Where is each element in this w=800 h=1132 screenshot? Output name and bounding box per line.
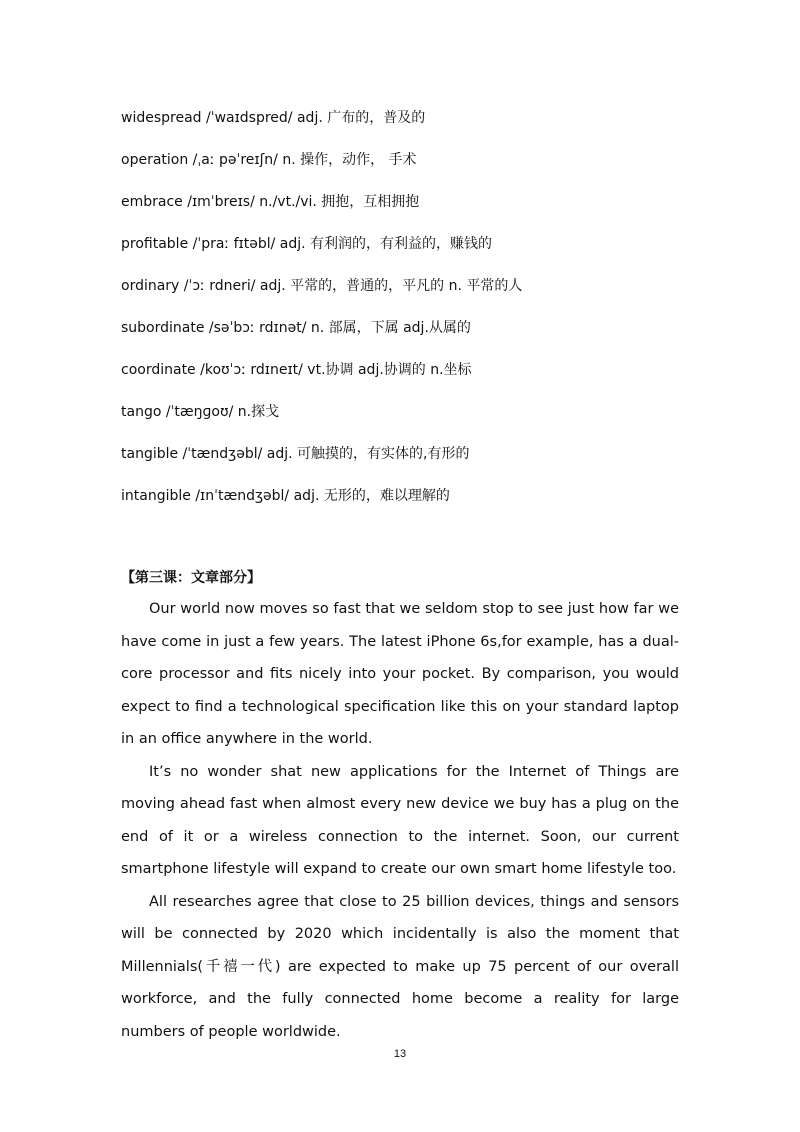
vocab-entry-widespread: widespread /ˈwaɪdspred/ adj. 广布的，普及的 — [121, 110, 426, 126]
vocab-entry-operation: operation /ˌaː pəˈreɪʃn/ n. 操作，动作， 手术 — [121, 152, 417, 168]
vocab-entry-ordinary: ordinary /ˈɔː rdneri/ adj. 平常的，普通的，平凡的 n. 平常的人 — [121, 278, 523, 294]
vocab-entry-subordinate: subordinate /səˈbɔː rdɪnət/ n. 部属，下属 adj.从属的 — [121, 320, 471, 336]
article-paragraph-3: All researches agree that close to 25 billion devices, things and sensors will be connected by 2020 which incidentally is also the moment that Millennials(千禧一代) are expected to make up 75 percent of our overall workforce, and the fully connected home become a reality for large numbers of people worldwide. — [121, 893, 679, 1040]
article-paragraph-2: It’s no wonder shat new applications for the Internet of Things are moving ahead fast when almost every new device we buy has a plug on the end of it or a wireless connection to the internet. Soon, our current smartphone lifestyle will expand to create our own smart home lifestyle too. — [121, 763, 679, 877]
vocab-entry-coordinate: coordinate /koʊˈɔː rdɪneɪt/ vt.协调 adj.协调的 n.坐标 — [121, 362, 472, 378]
section-heading: 【第三课：文章部分】 — [121, 570, 261, 586]
vocab-entry-tangible: tangible /ˈtændʒəbl/ adj. 可触摸的，有实体的,有形的 — [121, 446, 470, 462]
article-paragraph-1: Our world now moves so fast that we seldom stop to see just how far we have come in just a few years. The latest iPhone 6s,for example, has a dual-core processor and fits nicely into your pocket. By comparison, you would expect to find a technological specification like this on your standard laptop in an office anywhere in the world. — [121, 601, 679, 747]
vocab-entry-tango: tango /ˈtæŋɡoʊ/ n.探戈 — [121, 404, 280, 420]
page-number: 13 — [393, 1048, 407, 1060]
vocabulary-list — [121, 103, 721, 523]
vocab-entry-embrace: embrace /ɪmˈbreɪs/ n./vt./vi. 拥抱，互相拥抱 — [121, 194, 420, 210]
vocab-entry-profitable: profitable /ˈpraː fɪtəbl/ adj. 有利润的，有利益的，赚钱的 — [121, 236, 493, 252]
article-body — [121, 593, 679, 1048]
vocab-entry-intangible: intangible /ɪnˈtændʒəbl/ adj. 无形的，难以理解的 — [121, 488, 450, 504]
